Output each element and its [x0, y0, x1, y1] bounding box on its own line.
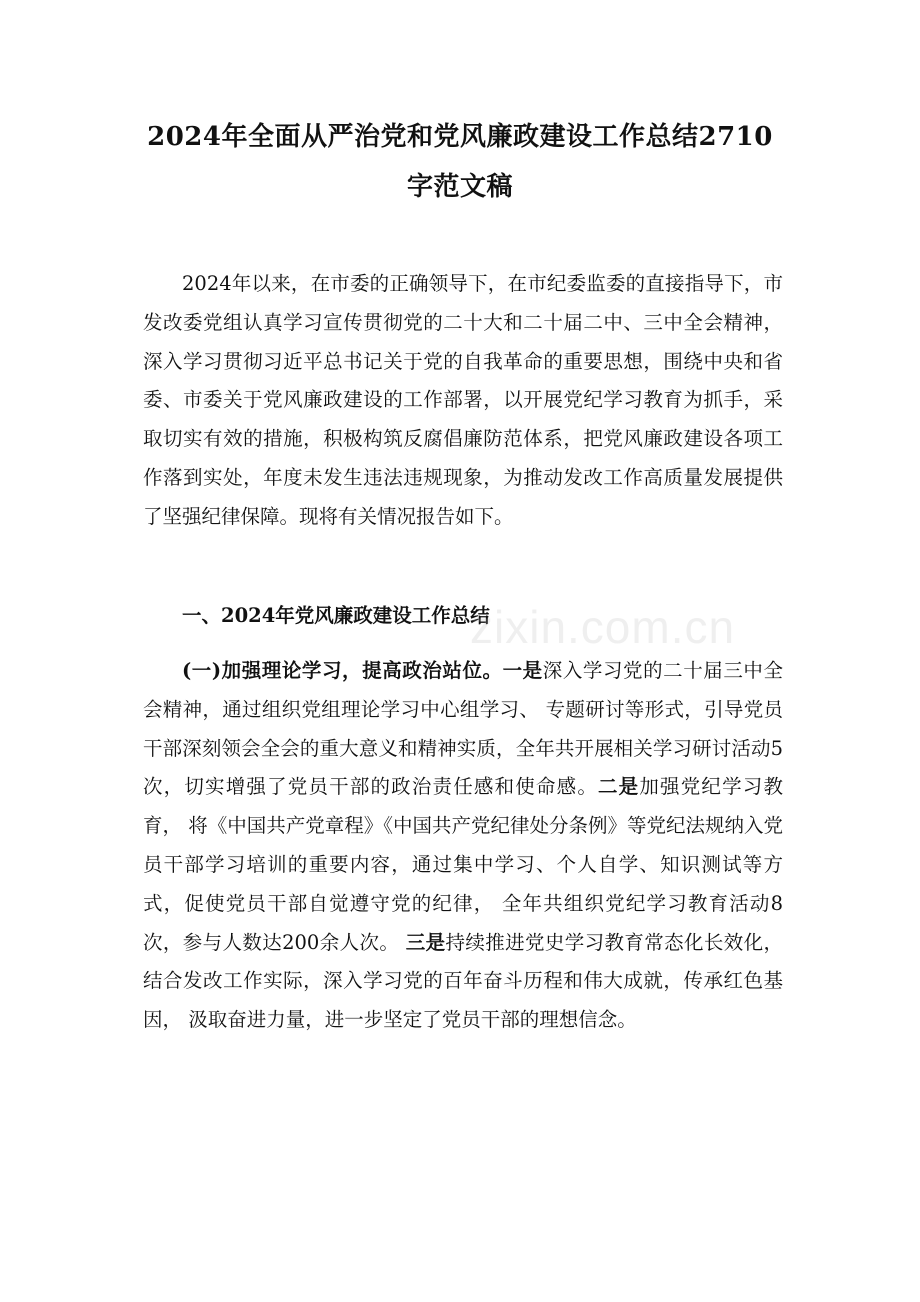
- subsection-paragraph: [143, 652, 783, 1040]
- point-two-text: 加强党纪学习教育， 将《中国共产党章程》《中国共产党纪律处分条例》等党纪法规纳入党员干部学习培训的重要内容，通过集中学习、个人自学、知识测试等方式，促使党员干部自觉遵守党的纪律， 全年共组织党纪学习教育活动8次，参与人数达200余人次。: [143, 775, 783, 954]
- point-one-text: 深入学习党的二十届三中全会精神，通过组织党组理论学习中心组学习、 专题研讨等形式，引导党员干部深刻领会全会的重大意义和精神实质，全年共开展相关学习研讨活动5次，切实增强了党员干部的政治责任感和使命感。: [143, 659, 783, 799]
- point-three-label: 三是: [405, 930, 446, 954]
- watermark: zixin.com.cn: [470, 601, 736, 653]
- point-three-text: 持续推进党史学习教育常态化长效化，结合发改工作实际，深入学习党的百年奋斗历程和伟大成就，传承红色基因， 汲取奋进力量，进一步坚定了党员干部的理想信念。: [143, 930, 783, 1032]
- document-title: [130, 112, 790, 212]
- intro-paragraph: 2024年以来，在市委的正确领导下，在市纪委监委的直接指导下，市发改委党组认真学习宣传贯彻党的二十大和二十届二中、三中全会精神，深入学习贯彻习近平总书记关于党的自我革命的重要思想，围绕中央和省委、市委关于党风廉政建设的工作部署，以开展党纪学习教育为抓手，采取切实有效的措施，积极构筑反腐倡廉防范体系，把党风廉政建设各项工作落到实处，年度未发生违法违规现象，为推动发改工作高质量发展提供了坚强纪律保障。现将有关情况报告如下。: [143, 272, 783, 528]
- point-two-label: 二是: [598, 775, 640, 799]
- section-heading: 一、2024年党风廉政建设工作总结: [182, 604, 490, 627]
- subsection-lead: (一)加强理论学习，提高政治站位。: [182, 659, 503, 682]
- point-one-label: 一是: [502, 659, 543, 682]
- title-line-1: 2024年全面从严治党和党风廉政建设工作总结2710: [147, 122, 773, 152]
- title-line-2: 字范文稿: [406, 172, 513, 202]
